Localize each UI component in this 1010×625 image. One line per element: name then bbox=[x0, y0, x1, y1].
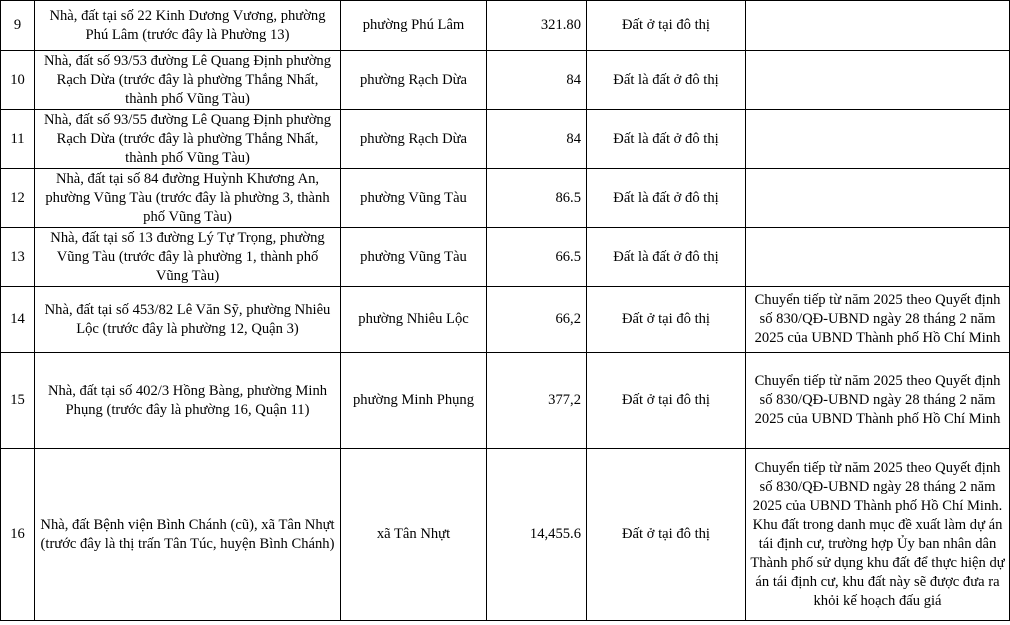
row-number: 12 bbox=[1, 169, 35, 228]
table-row bbox=[1, 228, 1010, 287]
table-row bbox=[1, 353, 1010, 449]
land-type-cell: Đất ở tại đô thị bbox=[587, 449, 746, 621]
table-row bbox=[1, 110, 1010, 169]
row-number: 9 bbox=[1, 1, 35, 51]
land-type-cell: Đất ở tại đô thị bbox=[587, 353, 746, 449]
property-name: Nhà, đất tại số 22 Kinh Dương Vương, phường Phú Lâm (trước đây là Phường 13) bbox=[35, 1, 341, 51]
land-type-cell: Đất là đất ở đô thị bbox=[587, 51, 746, 110]
area-cell: 84 bbox=[487, 51, 587, 110]
area-cell: 66.5 bbox=[487, 228, 587, 287]
table-row bbox=[1, 287, 1010, 353]
note-cell: Chuyển tiếp từ năm 2025 theo Quyết định số 830/QĐ-UBND ngày 28 tháng 2 năm 2025 của UBND Thành phố Hồ Chí Minh bbox=[746, 287, 1010, 353]
area-cell: 14,455.6 bbox=[487, 449, 587, 621]
property-name: Nhà, đất tại số 84 đường Huỳnh Khương An, phường Vũng Tàu (trước đây là phường 3, thành phố Vũng Tàu) bbox=[35, 169, 341, 228]
land-type-cell: Đất là đất ở đô thị bbox=[587, 228, 746, 287]
ward-cell: phường Vũng Tàu bbox=[341, 169, 487, 228]
property-name: Nhà, đất tại số 453/82 Lê Văn Sỹ, phường Nhiêu Lộc (trước đây là phường 12, Quận 3) bbox=[35, 287, 341, 353]
ward-cell: phường Rạch Dừa bbox=[341, 110, 487, 169]
ward-cell: phường Minh Phụng bbox=[341, 353, 487, 449]
note-cell: Chuyển tiếp từ năm 2025 theo Quyết định số 830/QĐ-UBND ngày 28 tháng 2 năm 2025 của UBND Thành phố Hồ Chí Minh bbox=[746, 353, 1010, 449]
table-row bbox=[1, 169, 1010, 228]
row-number: 13 bbox=[1, 228, 35, 287]
note-cell: Chuyển tiếp từ năm 2025 theo Quyết định số 830/QĐ-UBND ngày 28 tháng 2 năm 2025 của UBND Thành phố Hồ Chí Minh. Khu đất trong danh mục đề xuất làm dự án tái định cư, trường hợp Ủy ban nhân dân Thành phố sử dụng khu đất để thực hiện dự án tái định cư, khu đất này sẽ được đưa ra khỏi kế hoạch đấu giá bbox=[746, 449, 1010, 621]
table-row bbox=[1, 1, 1010, 51]
ward-cell: phường Phú Lâm bbox=[341, 1, 487, 51]
area-cell: 86.5 bbox=[487, 169, 587, 228]
area-cell: 84 bbox=[487, 110, 587, 169]
property-name: Nhà, đất số 93/53 đường Lê Quang Định phường Rạch Dừa (trước đây là phường Thắng Nhất, thành phố Vũng Tàu) bbox=[35, 51, 341, 110]
land-type-cell: Đất là đất ở đô thị bbox=[587, 110, 746, 169]
ward-cell: phường Rạch Dừa bbox=[341, 51, 487, 110]
property-name: Nhà, đất tại số 13 đường Lý Tự Trọng, phường Vũng Tàu (trước đây là phường 1, thành phố Vũng Tàu) bbox=[35, 228, 341, 287]
note-cell bbox=[746, 228, 1010, 287]
table-row bbox=[1, 449, 1010, 621]
note-cell bbox=[746, 1, 1010, 51]
property-name: Nhà, đất tại số 402/3 Hồng Bàng, phường Minh Phụng (trước đây là phường 16, Quận 11) bbox=[35, 353, 341, 449]
row-number: 11 bbox=[1, 110, 35, 169]
note-cell bbox=[746, 51, 1010, 110]
land-type-cell: Đất ở tại đô thị bbox=[587, 287, 746, 353]
table-row bbox=[1, 51, 1010, 110]
row-number: 16 bbox=[1, 449, 35, 621]
area-cell: 321.80 bbox=[487, 1, 587, 51]
property-name: Nhà, đất số 93/55 đường Lê Quang Định phường Rạch Dừa (trước đây là phường Thắng Nhất, thành phố Vũng Tàu) bbox=[35, 110, 341, 169]
property-name: Nhà, đất Bệnh viện Bình Chánh (cũ), xã Tân Nhựt (trước đây là thị trấn Tân Túc, huyện Bình Chánh) bbox=[35, 449, 341, 621]
ward-cell: xã Tân Nhựt bbox=[341, 449, 487, 621]
note-cell bbox=[746, 169, 1010, 228]
land-type-cell: Đất là đất ở đô thị bbox=[587, 169, 746, 228]
ward-cell: phường Vũng Tàu bbox=[341, 228, 487, 287]
land-type-cell: Đất ở tại đô thị bbox=[587, 1, 746, 51]
ward-cell: phường Nhiêu Lộc bbox=[341, 287, 487, 353]
row-number: 14 bbox=[1, 287, 35, 353]
row-number: 15 bbox=[1, 353, 35, 449]
area-cell: 66,2 bbox=[487, 287, 587, 353]
note-cell bbox=[746, 110, 1010, 169]
row-number: 10 bbox=[1, 51, 35, 110]
area-cell: 377,2 bbox=[487, 353, 587, 449]
